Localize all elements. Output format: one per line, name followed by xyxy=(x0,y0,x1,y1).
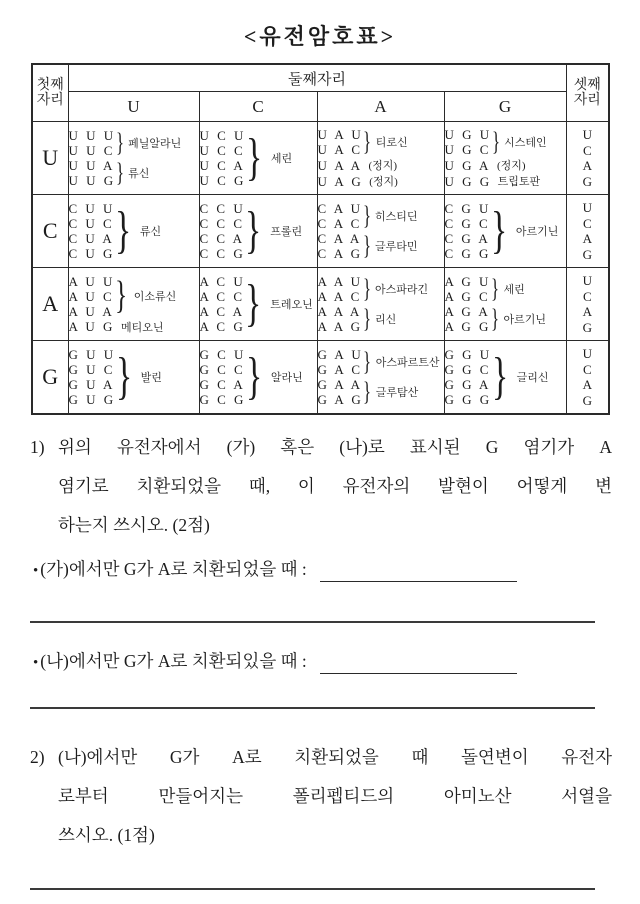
codon: G A A xyxy=(317,377,363,392)
codon-table-row xyxy=(32,341,609,415)
codon-group xyxy=(318,231,444,261)
codon-cell xyxy=(199,122,317,195)
codon: A G A xyxy=(444,304,491,319)
brace-icon: } xyxy=(245,348,263,406)
amino-acid-label: 트레오닌 xyxy=(270,299,313,311)
third-base-column xyxy=(566,268,609,341)
codon-table-row xyxy=(32,122,609,195)
amino-acid-label: 프롤린 xyxy=(270,226,303,238)
amino-acid-label: 티로신 xyxy=(375,137,408,149)
brace-icon: } xyxy=(491,348,508,406)
question-1-line: 염기로 치환되었을 때, 이 유전자의 발현이 어떻게 변 xyxy=(58,476,612,496)
codon-cell xyxy=(317,195,444,268)
codon-lines xyxy=(318,347,364,377)
brace-icon: } xyxy=(362,200,371,230)
amino-acid-label: 아르기닌 xyxy=(515,226,559,238)
codon-lines xyxy=(318,274,363,304)
question-1-marker: 1) xyxy=(30,437,45,457)
amino-acid-label: 류신 xyxy=(128,168,150,180)
codon: C U A xyxy=(68,231,115,246)
codon: C U G xyxy=(68,246,115,261)
third-base: G xyxy=(582,392,592,408)
amino-acid-label: (정지) xyxy=(369,176,398,188)
codon: C A A xyxy=(317,231,362,246)
codon-lines xyxy=(318,377,364,407)
codon-group xyxy=(318,274,444,304)
codon-group xyxy=(200,347,317,407)
codon: A U U xyxy=(68,273,115,289)
codon-group xyxy=(445,274,566,304)
codon-group xyxy=(69,274,199,319)
codon: G C G xyxy=(199,392,246,407)
codon-group xyxy=(318,157,444,173)
codon-group xyxy=(200,128,317,188)
codon-cell xyxy=(199,268,317,341)
codon-lines xyxy=(200,201,246,261)
codon: A G U xyxy=(444,274,491,289)
amino-acid-label: 아스파르트산 xyxy=(375,357,440,369)
codon: A A G xyxy=(317,319,363,334)
question-2-line: (나)에서만 G가 A로 치환되었을 때 돌연변이 유전자 xyxy=(58,747,612,767)
codon-lines xyxy=(69,128,116,158)
codon: A U C xyxy=(68,288,115,304)
codon-group xyxy=(445,173,566,189)
codon: U A A xyxy=(317,157,363,173)
brace-icon: } xyxy=(362,273,371,303)
codon: A C A xyxy=(199,304,245,319)
first-base-label: C xyxy=(32,195,68,268)
codon: G A U xyxy=(317,347,364,362)
question-2 xyxy=(30,738,612,855)
codon: C A C xyxy=(317,216,362,231)
codon-group xyxy=(318,127,444,157)
bullet-icon: • xyxy=(33,655,39,671)
codon: A C G xyxy=(199,319,246,334)
codon: U G U xyxy=(444,127,492,142)
codon-lines xyxy=(445,127,492,157)
answer-rule-1 xyxy=(30,621,595,623)
codon: A A U xyxy=(317,274,363,289)
codon: A U G xyxy=(68,319,115,334)
first-base-label: A xyxy=(32,268,68,341)
brace-icon: } xyxy=(491,126,500,156)
codon: U U C xyxy=(68,143,115,158)
codon: G A C xyxy=(317,362,363,377)
amino-acid-label: 시스테인 xyxy=(504,137,547,149)
codon-cell xyxy=(317,268,444,341)
page-title: <유전암호표> xyxy=(243,24,397,49)
codon: C G G xyxy=(444,246,491,261)
codon-group xyxy=(200,201,317,261)
first-base-label: G xyxy=(32,341,68,415)
brace-icon: } xyxy=(362,230,371,260)
third-base: U xyxy=(582,273,592,288)
codon-lines xyxy=(69,201,115,261)
third-base-column xyxy=(566,122,609,195)
third-base: A xyxy=(582,158,592,173)
question-1-line: 하는지 쓰시오. (2점) xyxy=(58,515,210,535)
amino-acid-label: 글리신 xyxy=(516,372,549,384)
amino-acid-label: (정지) xyxy=(496,160,526,172)
bullet-na-text: (나)에서만 G가 A로 치환되있을 때 : xyxy=(40,651,307,671)
amino-acid-label: 페닐알라닌 xyxy=(128,138,182,150)
base-header-C: C xyxy=(199,92,317,122)
codon-group xyxy=(318,201,444,231)
brace-icon: } xyxy=(363,346,372,376)
codon: C C G xyxy=(199,246,246,261)
codon: G C U xyxy=(199,347,246,362)
codon-lines xyxy=(69,158,116,188)
amino-acid-label: (정지) xyxy=(368,160,398,172)
codon-lines xyxy=(318,304,363,334)
codon: A C C xyxy=(199,289,245,304)
codon: C G C xyxy=(444,216,491,231)
codon: U A C xyxy=(317,142,363,157)
codon: G G A xyxy=(444,377,491,392)
codon-cell xyxy=(199,341,317,415)
codon-cell xyxy=(444,122,566,195)
codon: U G G xyxy=(444,173,492,189)
codon-lines xyxy=(318,231,363,261)
brace-icon: } xyxy=(115,127,124,157)
brace-icon: } xyxy=(363,126,372,156)
codon: C C A xyxy=(199,231,245,246)
codon: U C C xyxy=(199,143,246,158)
codon-lines xyxy=(445,347,492,407)
base-header-U: U xyxy=(68,92,199,122)
third-base-column xyxy=(566,195,609,268)
codon-group xyxy=(69,158,199,188)
amino-acid-label: 이소류신 xyxy=(133,291,177,303)
third-base: C xyxy=(582,215,592,231)
codon-cell xyxy=(68,268,199,341)
codon: A A A xyxy=(317,304,362,319)
codon-group xyxy=(445,304,566,334)
codon-group xyxy=(69,128,199,158)
codon: U U U xyxy=(68,128,116,143)
first-position-header-line1: 첫째 xyxy=(36,78,64,93)
codon-lines xyxy=(318,174,364,189)
question-1 xyxy=(30,428,612,545)
codon-table-row xyxy=(32,268,609,341)
codon-group xyxy=(445,127,566,157)
codon-group xyxy=(445,201,566,261)
codon: G A G xyxy=(317,392,364,407)
codon-group xyxy=(445,347,566,407)
brace-icon: } xyxy=(245,202,262,260)
bullet-ga-text: (가)에서만 G가 A로 치환되었을 때 : xyxy=(40,559,307,579)
bullet-ga xyxy=(33,556,595,581)
codon-cell xyxy=(444,341,566,415)
codon: G G C xyxy=(444,362,491,377)
amino-acid-label: 아스파라긴 xyxy=(375,284,429,296)
codon: U A G xyxy=(317,173,364,189)
third-base: A xyxy=(582,377,592,392)
codon: G U U xyxy=(68,347,116,362)
codon-lines xyxy=(445,174,492,189)
codon: U U G xyxy=(68,173,116,188)
codon-lines xyxy=(200,274,246,334)
codon: C U C xyxy=(68,216,115,231)
brace-icon: } xyxy=(490,202,508,260)
third-base: A xyxy=(582,304,592,319)
amino-acid-label: 글루타민 xyxy=(375,241,418,253)
codon: C G U xyxy=(444,201,491,216)
codon-table xyxy=(31,63,610,415)
amino-acid-label: 세린 xyxy=(270,153,293,165)
codon: C A U xyxy=(317,201,363,216)
third-base: U xyxy=(582,346,592,361)
codon: G C A xyxy=(199,377,246,392)
codon: C A G xyxy=(317,246,363,261)
answer-rule-2 xyxy=(30,707,595,709)
amino-acid-label: 알라닌 xyxy=(270,372,303,384)
brace-icon: } xyxy=(363,376,372,406)
codon-group xyxy=(318,347,444,377)
brace-icon: } xyxy=(490,303,500,333)
codon: G U G xyxy=(68,392,116,407)
third-base: C xyxy=(582,288,592,304)
base-header-A: A xyxy=(317,92,444,122)
amino-acid-label: 류신 xyxy=(139,226,162,238)
codon-cell xyxy=(317,341,444,415)
amino-acid-label: 세린 xyxy=(503,284,525,296)
codon: G U A xyxy=(68,377,115,392)
codon-group xyxy=(200,274,317,334)
second-position-header: 둘째자리 xyxy=(68,64,566,92)
brace-icon: } xyxy=(114,274,128,318)
codon: U C A xyxy=(199,158,246,173)
codon-cell xyxy=(317,122,444,195)
brace-icon: } xyxy=(362,303,371,333)
third-base: C xyxy=(582,142,592,158)
codon-lines xyxy=(445,201,491,261)
codon-cell xyxy=(68,341,199,415)
amino-acid-label: 히스티딘 xyxy=(375,211,418,223)
codon: C C U xyxy=(199,201,246,216)
codon: G G U xyxy=(444,347,492,362)
codon: A C U xyxy=(199,274,246,289)
codon: A G C xyxy=(444,289,491,304)
third-base: G xyxy=(582,246,592,262)
first-base-label: U xyxy=(32,122,68,195)
amino-acid-label: 발린 xyxy=(140,372,162,384)
codon: G U C xyxy=(68,362,115,377)
codon: U G C xyxy=(444,142,491,157)
table-header-row-1 xyxy=(32,64,609,92)
answer-blank-ga[interactable] xyxy=(320,581,517,582)
codon-cell xyxy=(68,195,199,268)
third-position-header-line2: 자리 xyxy=(573,93,601,108)
codon-table-row xyxy=(32,195,609,268)
codon: A G G xyxy=(444,319,491,334)
brace-icon: } xyxy=(115,348,132,406)
question-1-line: 위의 유전자에서 (가) 혹은 (나)로 표시된 G 염기가 A xyxy=(58,437,612,457)
codon-lines xyxy=(318,158,363,173)
first-position-header xyxy=(32,64,68,122)
codon: G C C xyxy=(199,362,246,377)
codon: C C C xyxy=(199,216,245,231)
codon: A U A xyxy=(68,303,115,319)
codon: U C G xyxy=(199,173,246,188)
codon-lines xyxy=(318,201,363,231)
codon-lines xyxy=(318,127,364,157)
codon: U A U xyxy=(317,127,364,142)
brace-icon: } xyxy=(115,157,124,187)
third-base: G xyxy=(582,173,592,189)
codon-lines xyxy=(445,304,491,334)
answer-rule-3 xyxy=(30,888,595,890)
amino-acid-label: 글루탐산 xyxy=(375,387,419,399)
codon: U U A xyxy=(68,158,115,173)
amino-acid-label: 아르기닌 xyxy=(503,314,546,326)
bullet-icon: • xyxy=(33,563,39,579)
codon-table-body xyxy=(32,122,609,415)
codon-lines xyxy=(445,274,491,304)
bullet-na xyxy=(33,648,595,673)
amino-acid-label: 트립토판 xyxy=(497,176,541,188)
answer-blank-na[interactable] xyxy=(320,673,517,674)
amino-acid-label: 리신 xyxy=(375,314,397,326)
codon-group xyxy=(318,304,444,334)
codon: C U U xyxy=(68,201,115,216)
codon-cell xyxy=(199,195,317,268)
codon-lines xyxy=(69,347,116,407)
codon-cell xyxy=(444,195,566,268)
brace-icon: } xyxy=(114,202,132,260)
codon-cell xyxy=(68,122,199,195)
brace-icon: } xyxy=(490,273,500,303)
third-base: U xyxy=(582,200,592,215)
codon: C G A xyxy=(444,231,491,246)
third-base: U xyxy=(582,127,592,142)
codon: U G A xyxy=(444,157,491,173)
third-base: A xyxy=(582,231,592,246)
codon-cell xyxy=(444,268,566,341)
question-2-line: 쓰시오. (1점) xyxy=(58,825,155,845)
codon-group xyxy=(318,377,444,407)
codon-group xyxy=(445,157,566,173)
codon-group xyxy=(69,347,199,407)
codon-group xyxy=(318,173,444,189)
third-position-header-line1: 셋째 xyxy=(573,78,601,93)
codon-lines xyxy=(445,158,491,173)
question-2-line: 로부터 만들어지는 폴리펩티드의 아미노산 서열을 xyxy=(58,786,612,806)
codon-lines xyxy=(69,274,115,319)
codon: A A C xyxy=(317,289,362,304)
codon: G G G xyxy=(444,392,492,407)
codon-lines xyxy=(69,319,115,334)
question-2-marker: 2) xyxy=(30,747,45,767)
codon-lines xyxy=(200,128,246,188)
third-base: G xyxy=(582,319,592,335)
first-position-header-line2: 자리 xyxy=(36,93,64,108)
codon: U C U xyxy=(199,128,246,143)
table-header-row-2 xyxy=(32,92,609,122)
brace-icon: } xyxy=(245,275,262,333)
third-base-column xyxy=(566,341,609,415)
amino-acid-label: 메티오닌 xyxy=(120,321,164,334)
codon-group xyxy=(69,319,199,335)
brace-icon: } xyxy=(245,129,263,187)
base-header-G: G xyxy=(444,92,566,122)
third-base: C xyxy=(582,361,592,377)
codon-lines xyxy=(200,347,246,407)
third-position-header xyxy=(566,64,609,122)
codon-group xyxy=(69,201,199,261)
